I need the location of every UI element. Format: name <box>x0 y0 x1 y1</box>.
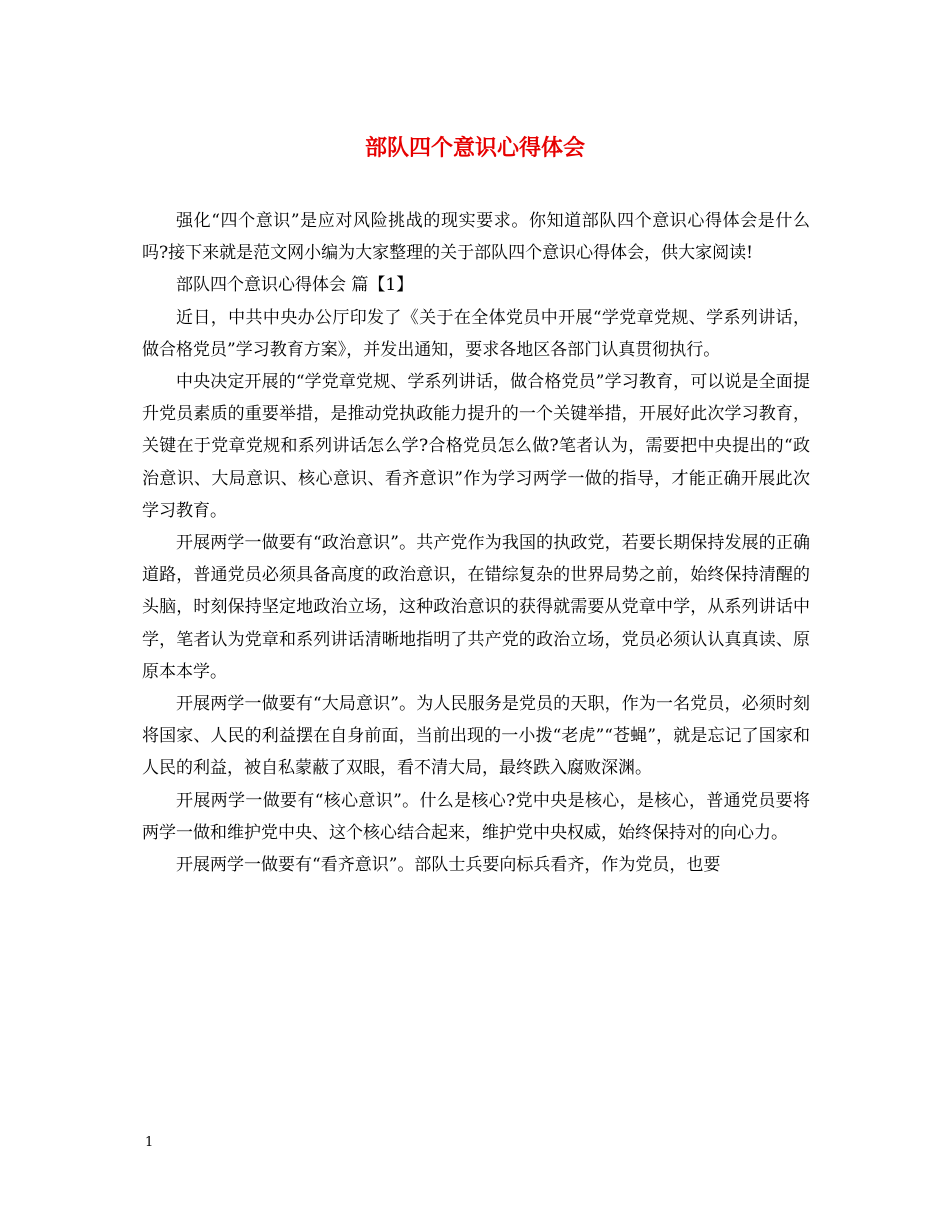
body-paragraph: 近日，中共中央办公厅印发了《关于在全体党员中开展“学党章党规、学系列讲话，做合格党员”学习教育方案》，并发出通知，要求各地区各部门认真贯彻执行。 <box>142 307 810 360</box>
section-heading: 部队四个意识心得体会 篇【1】 <box>176 275 414 296</box>
body-paragraph: 开展两学一做要有“核心意识”。什么是核心?党中央是核心，是核心，普通党员要将两学一做和维护党中央、这个核心结合起来，维护党中央权威，始终保持对的向心力。 <box>142 790 810 843</box>
body-paragraph: 中央决定开展的“学党章党规、学系列讲话，做合格党员”学习教育，可以说是全面提升党员素质的重要举措，是推动党执政能力提升的一个关键举措，开展好此次学习教育，关键在于党章党规和系列讲话怎么学?合格党员怎么做?笔者认为，需要把中央提出的“政治意识、大局意识、核心意识、看齐意识”作为学习两学一做的指导，才能正确开展此次学习教育。 <box>142 372 810 521</box>
page-number: 1 <box>145 1135 154 1150</box>
intro-paragraph: 强化“四个意识”是应对风险挑战的现实要求。你知道部队四个意识心得体会是什么吗?接下来就是范文网小编为大家整理的关于部队四个意识心得体会，供大家阅读! <box>142 211 810 264</box>
document-title: 部队四个意识心得体会 <box>364 135 585 161</box>
body-paragraph: 开展两学一做要有“政治意识”。共产党作为我国的执政党，若要长期保持发展的正确道路，普通党员必须具备高度的政治意识，在错综复杂的世界局势之前，始终保持清醒的头脑，时刻保持坚定地政治立场，这种政治意识的获得就需要从党章中学，从系列讲话中学，笔者认为党章和系列讲话清晰地指明了共产党的政治立场，党员必须认认真真读、原原本本学。 <box>142 533 810 682</box>
body-paragraph: 开展两学一做要有“看齐意识”。部队士兵要向标兵看齐，作为党员，也要 <box>176 855 721 876</box>
body-paragraph: 开展两学一做要有“大局意识”。为人民服务是党员的天职，作为一名党员，必须时刻将国家、人民的利益摆在自身前面，当前出现的一小拨“老虎”“苍蝇”，就是忘记了国家和人民的利益，被自私蒙蔽了双眼，看不清大局，最终跌入腐败深渊。 <box>142 694 810 779</box>
document-body <box>142 205 810 881</box>
